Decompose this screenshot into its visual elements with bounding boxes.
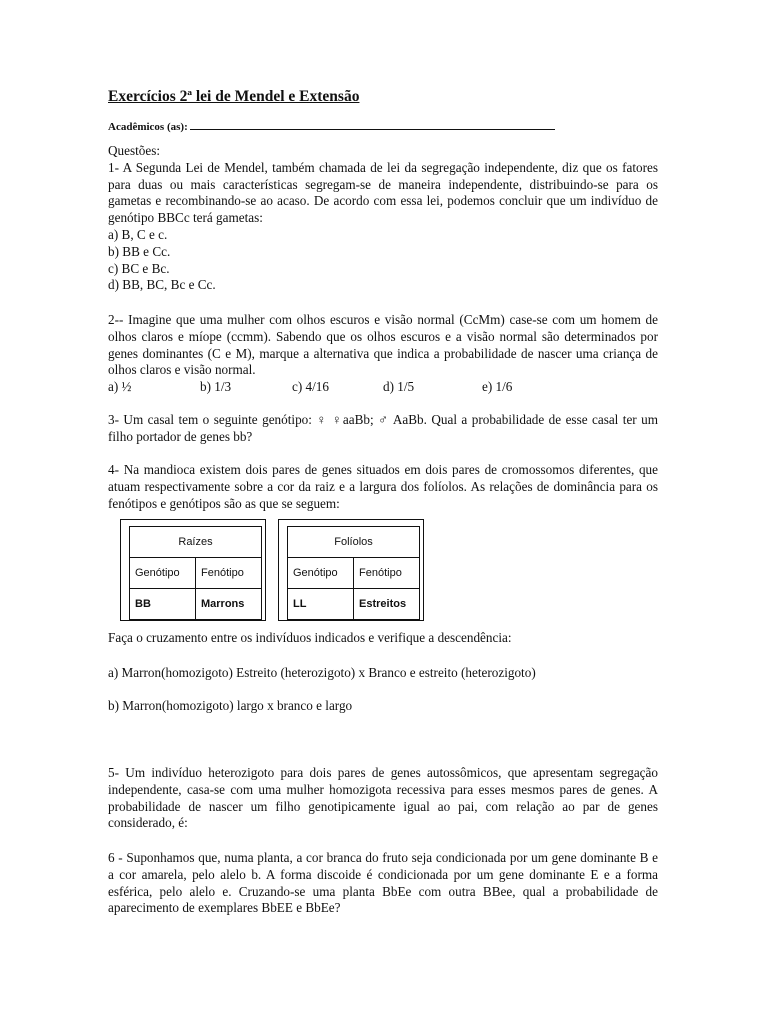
leaflets-col-phenotype: Fenótipo [354,558,420,589]
question-1 [108,143,658,294]
question-3 [108,412,658,446]
question-2-option-d: d) 1/5 [383,379,415,395]
question-2-option-a: a) ½ [108,379,132,395]
roots-table [129,526,262,620]
students-blank-line [190,118,555,130]
question-4-tables [120,519,520,621]
students-label: Acadêmicos (as): [108,121,188,133]
page-title: Exercícios 2ª lei de Mendel e Extensão [108,88,360,105]
leaflets-genotype-value: LL [288,589,354,620]
question-2-option-c: c) 4/16 [292,379,329,395]
question-5 [108,765,658,832]
question-4-item-a: a) Marron(homozigoto) Estreito (heterozigoto) x Branco e estreito (heterozigoto) [108,665,536,680]
roots-col-genotype: Genótipo [130,558,196,589]
questions-label: Questões: [108,143,161,158]
leaflets-col-genotype: Genótipo [288,558,354,589]
question-4-item-b: b) Marron(homozigoto) largo x branco e largo [108,698,353,713]
question-4-text: 4- Na mandioca existem dois pares de genes situados em dois pares de cromossomos diferentes, que atuam respectivamente sobre a cor da raiz e a largura dos folíolos. As relações de dominância para os fenótipos e genótipos são as que se seguem: [108,462,658,511]
question-4 [108,462,658,512]
question-1-option-d: d) BB, BC, Bc e Cc. [108,277,216,293]
question-1-option-c: c) BC e Bc. [108,260,170,276]
roots-table-box [120,519,266,621]
question-5-text: 5- Um indivíduo heterozigoto para dois pares de genes autossômicos, que apresentam segregação independente, casa-se com uma mulher homozigota recessiva para esses mesmos pares de genes. A probabilidade de nascer um filho genotipicamente igual ao pai, com relação ao par de genes considerado, é: [108,765,658,831]
question-2-options [108,379,658,396]
leaflets-table-box [278,519,424,621]
question-2 [108,312,658,396]
leaflets-table-title: Folíolos [288,527,420,558]
leaflets-phenotype-value: Estreitos [354,589,420,620]
question-6 [108,850,658,917]
question-1-option-a: a) B, C e c. [108,226,168,242]
question-2-text: 2-- Imagine que uma mulher com olhos escuros e visão normal (CcMm) case-se com um homem de olhos claros e míope (ccmm). Sabendo que os olhos escuros e a visão normal são determinados por genes dominantes (C e M), marque a alternativa que indica a probabilidade de nascer uma criança de olhos claros e visão normal. [108,312,658,378]
question-1-option-b: b) BB e Cc. [108,243,171,259]
students-field [108,118,555,133]
roots-genotype-value: BB [130,589,196,620]
question-3-text: 3- Um casal tem o seguinte genótipo: ♀ ♀aaBb; ♂ AaBb. Qual a probabilidade de esse casal ter um filho portador de genes bb? [108,412,658,444]
question-2-option-e: e) 1/6 [482,379,513,395]
roots-table-title: Raízes [130,527,262,558]
question-1-text: 1- A Segunda Lei de Mendel, também chamada de lei da segregação independente, diz que os fatores para duas ou mais características segregam-se de maneira independente, distribuindo-se para os gametas e recombinando-se ao acaso. De acordo com essa lei, podemos concluir que um indivíduo de genótipo BBCc terá gametas: [108,159,658,226]
question-4-instruction: Faça o cruzamento entre os indivíduos indicados e verifique a descendência: [108,630,512,645]
leaflets-table [287,526,420,620]
roots-col-phenotype: Fenótipo [196,558,262,589]
roots-phenotype-value: Marrons [196,589,262,620]
question-2-option-b: b) 1/3 [200,379,232,395]
question-6-text: 6 - Suponhamos que, numa planta, a cor branca do fruto seja condicionada por um gene dominante B e a cor amarela, pelo alelo b. A forma discoide é condicionada por um gene dominante E e a forma esférica, pelo alelo e. Cruzando-se uma planta BbEe com outra BBee, qual a probabilidade de aparecimento de exemplares BbEE e BbEe? [108,850,658,916]
